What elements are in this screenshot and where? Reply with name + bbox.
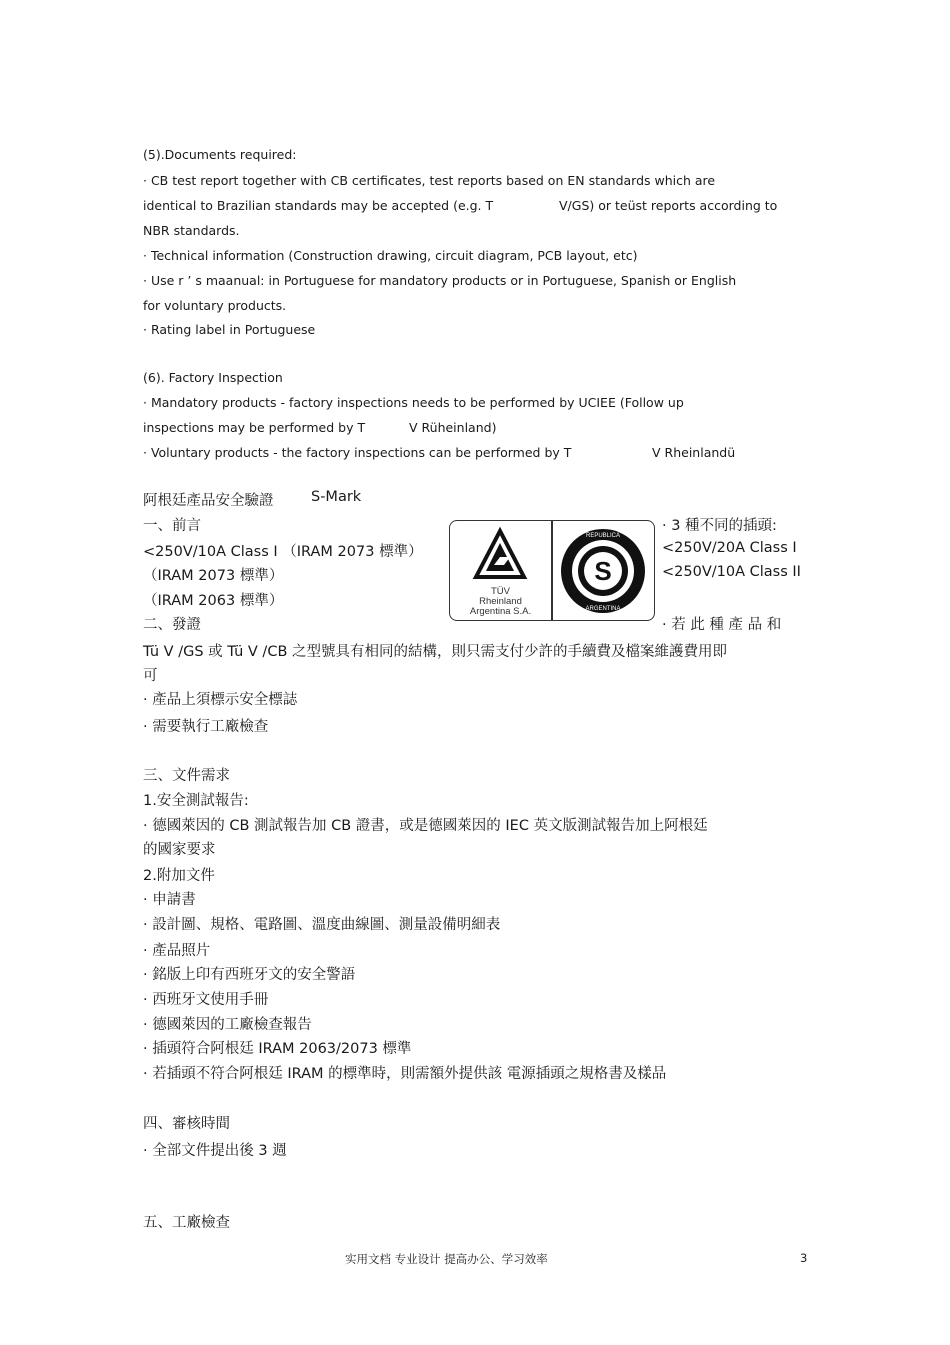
doc-line: · 若 此 種 產 品 和 bbox=[662, 617, 782, 633]
tuv-triangle-icon bbox=[450, 525, 550, 595]
section-heading: 五、工廠檢查 bbox=[143, 1215, 230, 1231]
list-item: · 產品上須標示安全標誌 bbox=[143, 692, 298, 708]
doc-line: identical to Brazilian standards may be accepted (e.g. T bbox=[143, 198, 494, 213]
page-footer: 实用文档 专业设计 提高办公、学习效率 bbox=[345, 1252, 548, 1266]
section-heading: 一、前言 bbox=[143, 518, 201, 534]
doc-line: Tü V /GS 或 Tü V /CB 之型號具有相同的結構，則只需支付少許的手續費及檔案維護費用即 bbox=[143, 644, 727, 660]
doc-line: · Voluntary products - the factory inspections can be performed by T bbox=[143, 445, 572, 460]
seal-letter: S bbox=[594, 556, 612, 586]
list-item: · 設計圖、規格、電路圖、溫度曲線圖、測量設備明細表 bbox=[143, 917, 501, 933]
doc-line: <250V/20A Class I bbox=[662, 540, 797, 556]
doc-line: 的國家要求 bbox=[143, 842, 216, 858]
doc-line: inspections may be performed by T bbox=[143, 420, 366, 435]
doc-line: · Mandatory products - factory inspections needs to be performed by UCIEE (Follow up bbox=[143, 395, 684, 410]
doc-line: V Rüheinland) bbox=[409, 420, 497, 435]
seal-top-text: REPUBLICA bbox=[585, 533, 621, 539]
doc-line: 可 bbox=[143, 668, 158, 684]
sub-heading: 1.安全測試報告: bbox=[143, 793, 249, 809]
doc-line: · Rating label in Portuguese bbox=[143, 322, 316, 337]
doc-line: · CB test report together with CB certificates, test reports based on EN standards which are bbox=[143, 173, 716, 188]
page-title: 阿根廷產品安全驗證 bbox=[143, 493, 274, 509]
list-item: · 德國萊因的 CB 測試報告加 CB 證書，或是德國萊因的 IEC 英文版測試報告加上阿根廷 bbox=[143, 818, 708, 834]
doc-line: <250V/10A Class II bbox=[662, 564, 801, 580]
seal-bottom-text: ARGENTINA bbox=[585, 606, 621, 612]
list-item: · 產品照片 bbox=[143, 943, 211, 959]
doc-line: （IRAM 2073 標準） bbox=[143, 568, 284, 584]
doc-line: V/GS) or teüst reports according to bbox=[559, 198, 778, 213]
certification-logo bbox=[449, 520, 655, 621]
section-heading: 二、發證 bbox=[143, 617, 201, 633]
sub-heading: 2.附加文件 bbox=[143, 868, 215, 884]
section-5-heading: (5).Documents required: bbox=[143, 147, 297, 162]
doc-line: NBR standards. bbox=[143, 223, 240, 238]
page-number: 3 bbox=[800, 1251, 808, 1265]
list-item: · 申請書 bbox=[143, 892, 196, 908]
section-heading: 四、審核時間 bbox=[143, 1116, 230, 1132]
doc-line: for voluntary products. bbox=[143, 298, 287, 313]
s-mark-seal-icon bbox=[553, 522, 653, 620]
list-item: · 西班牙文使用手冊 bbox=[143, 992, 269, 1008]
doc-line: V Rheinlandü bbox=[652, 445, 736, 460]
list-item: · 若插頭不符合阿根廷 IRAM 的標準時，則需額外提供該 電源插頭之規格書及樣品 bbox=[143, 1066, 667, 1082]
doc-line: （IRAM 2063 標準） bbox=[143, 593, 284, 609]
list-item: · 插頭符合阿根廷 IRAM 2063/2073 標準 bbox=[143, 1041, 412, 1057]
page-title-mark: S-Mark bbox=[311, 489, 362, 505]
list-item: · 銘版上印有西班牙文的安全警語 bbox=[143, 967, 356, 983]
section-heading: 三、文件需求 bbox=[143, 768, 230, 784]
section-6-heading: (6). Factory Inspection bbox=[143, 370, 283, 385]
list-item: · 需要執行工廠檢查 bbox=[143, 719, 269, 735]
doc-line: · Use r ’ s maanual: in Portuguese for mandatory products or in Portuguese, Spanish or English bbox=[143, 273, 737, 288]
doc-line: · 3 種不同的插頭: bbox=[662, 518, 777, 534]
list-item: · 全部文件提出後 3 週 bbox=[143, 1143, 287, 1159]
doc-line: · Technical information (Construction drawing, circuit diagram, PCB layout, etc) bbox=[143, 248, 638, 263]
list-item: · 德國萊因的工廠檢查報告 bbox=[143, 1017, 312, 1033]
doc-line: <250V/10A Class I （IRAM 2073 標準） bbox=[143, 544, 423, 560]
tuv-logo-text: TÜV Rheinland Argentina S.A. bbox=[469, 586, 532, 617]
